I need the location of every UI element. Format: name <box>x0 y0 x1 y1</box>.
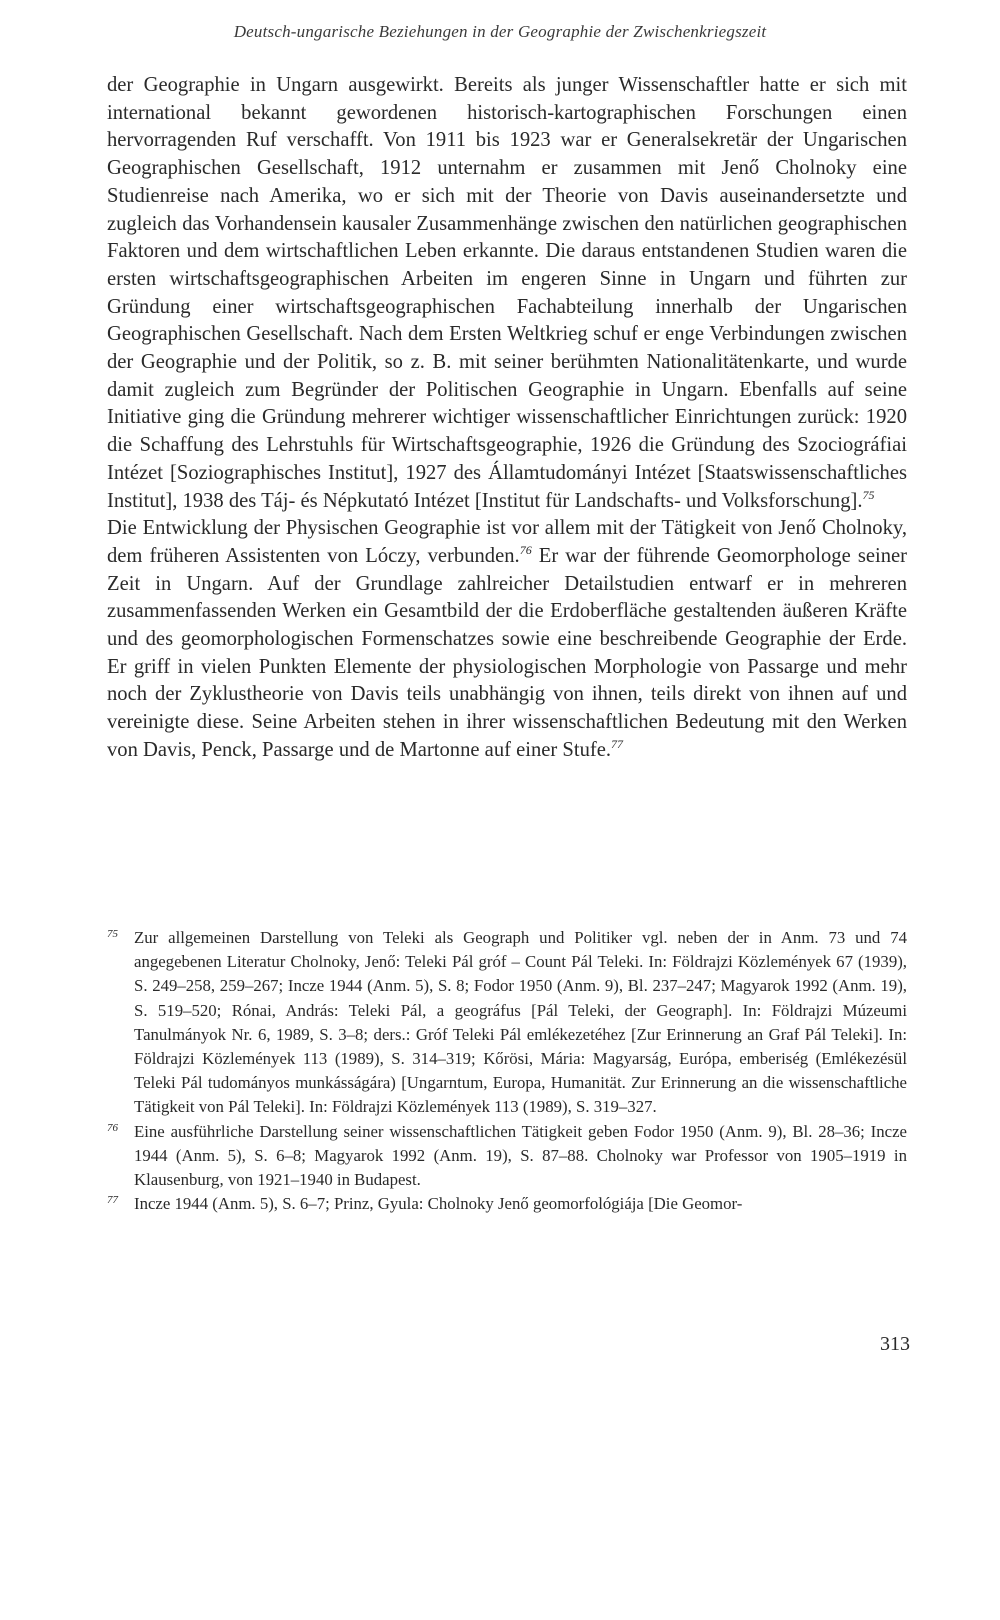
footnote-number: 77 <box>107 1194 118 1207</box>
footnote <box>107 1120 907 1193</box>
page-number: 313 <box>880 1333 910 1355</box>
paragraph-text: Er war der führende Geomorphologe seiner Zeit in Ungarn. Auf der Grundlage zahlreicher Detailstudien entwarf er in mehreren zusammenfassenden Werken ein Gesamtbild der die Erdoberfläche gestaltenden äußeren Kräfte und des geomorphologischen Formenschatzes sowie eine beschreibende Geographie der Erde. Er griff in vielen Punkten Elemente der physiologischen Morphologie von Passarge und mehr noch der Zyklustheorie von Davis teils unabhängig von ihnen, teils direkt von ihnen auf und vereinigte diese. Seine Arbeiten stehen in ihrer wissenschaftlichen Bedeutung mit den Werken von Davis, Penck, Passarge und de Martonne auf einer Stufe. <box>107 544 907 761</box>
footnote-text: Incze 1944 (Anm. 5), S. 6–7; Prinz, Gyula: Cholnoky Jenő geomorfológiája [Die Geomor- <box>134 1194 743 1214</box>
footnote <box>107 926 907 1120</box>
footnote-text: Eine ausführliche Darstellung seiner wissenschaftlichen Tätigkeit geben Fodor 1950 (Anm. 9), Bl. 28–36; Incze 1944 (Anm. 5), S. 6–8; Magyarok 1992 (Anm. 19), S. 87–88. Cholnoky war Professor von 1905–1919 in Klausenburg, von 1921–1940 in Budapest. <box>134 1121 907 1190</box>
body-text <box>107 72 907 765</box>
paragraph-text: der Geographie in Ungarn ausgewirkt. Bereits als junger Wissenschaftler hatte er sich mit international bekannt gewordenen historisch-kartographischen Forschungen einen hervorragenden Ruf verschafft. Von 1911 bis 1923 war er Generalsekretär der Ungarischen Geographischen Gesellschaft, 1912 unternahm er zusammen mit Jenő Cholnoky eine Studienreise nach Amerika, wo er sich mit der Theorie von Davis auseinandersetzte und zugleich das Vorhandensein kausaler Zusammenhänge zwischen den natürlichen geographischen Faktoren und dem wirtschaftlichen Leben erkannte. Die daraus entstandenen Studien waren die ersten wirtschaftsgeographischen Arbeiten im engeren Sinne in Ungarn und führten zur Gründung einer wirtschaftsgeographischen Fachabteilung innerhalb der Ungarischen Geographischen Gesellschaft. Nach dem Ersten Weltkrieg schuf er enge Verbindungen zwischen der Geographie und der Politik, so z. B. mit seiner berühmten Nationalitätenkarte, und wurde damit zugleich zum Begründer der Politischen Geographie in Ungarn. Ebenfalls auf seine Initiative ging die Gründung mehrerer wichtiger wissenschaftlicher Einrichtungen zurück: 1920 die Schaffung des Lehrstuhls für Wirtschaftsgeographie, 1926 die Gründung des Szociográfiai Intézet [Soziographisches Institut], 1927 des Államtudományi Intézet [Staatswissenschaftliches Institut], 1938 des Táj- és Népkutató Intézet [Institut für Landschafts- und Volksforschung]. <box>107 74 907 512</box>
footnote-reference[interactable]: 77 <box>611 737 624 752</box>
footnote-number: 75 <box>107 928 118 940</box>
paragraph <box>107 515 907 764</box>
footnotes <box>107 926 907 1216</box>
paragraph <box>107 72 907 515</box>
running-head: Deutsch-ungarische Beziehungen in der Geographie der Zwischenkriegszeit <box>233 22 767 41</box>
footnote-number: 76 <box>107 1121 118 1134</box>
footnote-reference[interactable]: 75 <box>862 487 875 502</box>
paragraph-text: Die Entwicklung der Physischen Geographie ist vor allem mit der Tätigkeit von Jenő Cholnoky, dem früheren Assistenten von Lóczy, verbunden. <box>107 517 907 567</box>
footnote-reference[interactable]: 76 <box>519 543 532 558</box>
footnote <box>107 1192 907 1216</box>
footnote-text: Zur allgemeinen Darstellung von Teleki als Geograph und Politiker vgl. neben der in Anm. 73 und 74 angegebenen Literatur Cholnoky, Jenő: Teleki Pál gróf – Count Pál Teleki. In: Földrajzi Közlemények 67 (1939), S. 249–258, 259–267; Incze 1944 (Anm. 5), S. 8; Fodor 1950 (Anm. 9), Bl. 237–247; Magyarok 1992 (Anm. 19), S. 519–520; Rónai, András: Teleki Pál, a geográfus [Pál Teleki, der Geograph]. In: Földrajzi Múzeumi Tanulmányok Nr. 6, 1989, S. 3–8; ders.: Gróf Teleki Pál emlékezetéhez [Zur Erinnerung an Graf Pál Teleki]. In: Földrajzi Közlemények 113 (1989), S. 314–319; Kőrösi, Mária: Magyarság, Európa, emberiség (Emlékezésül Teleki Pál tudományos munkásságára) [Ungarntum, Europa, Humanität. Zur Erinnerung an die wissenschaftliche Tätigkeit von Pál Teleki]. In: Földrajzi Közlemények 113 (1989), S. 319–327. <box>134 928 907 1117</box>
